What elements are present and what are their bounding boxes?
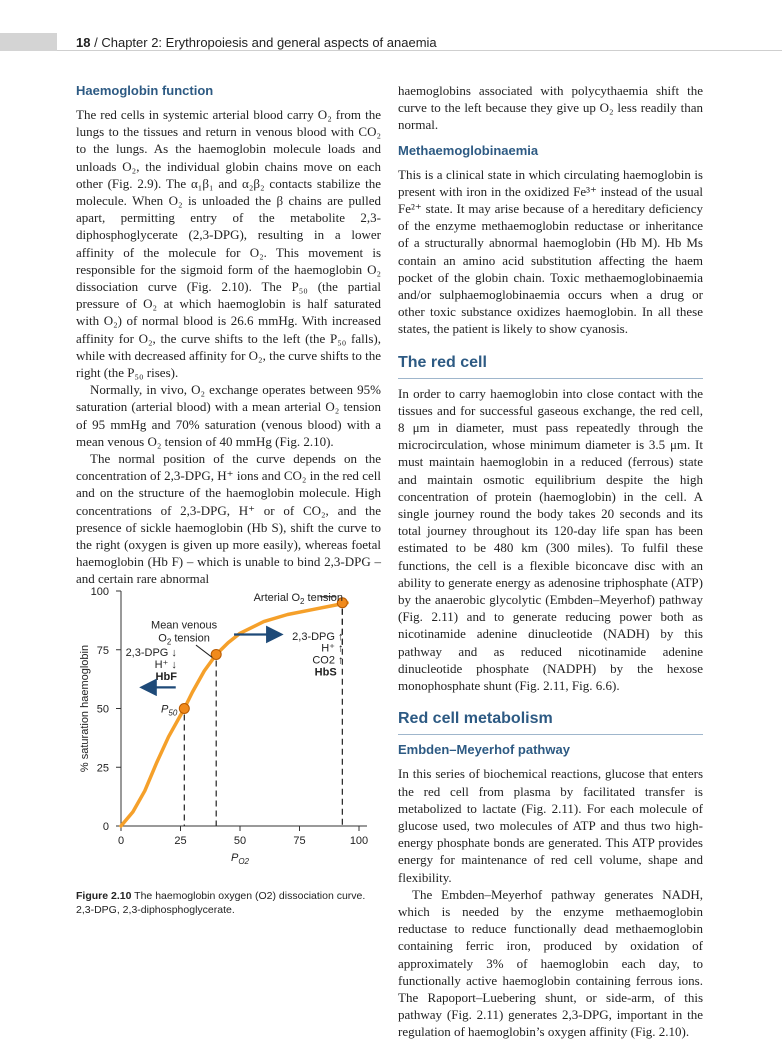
x-tick-label: 50 <box>233 835 247 847</box>
left-column <box>76 82 381 588</box>
x-tick-label: 75 <box>293 835 306 847</box>
embden-meyerhof-heading: Embden–Meyerhof pathway <box>398 742 570 758</box>
haemoglobin-function-heading: Haemoglobin function <box>76 83 214 98</box>
right-shift-factor-1: H⁺ ↑ <box>321 642 344 655</box>
header-rule <box>57 50 782 51</box>
p50-label: $P_{50}$ <box>161 703 178 718</box>
y-tick-label: 0 <box>102 821 109 833</box>
header-bar <box>0 33 57 51</box>
right-shift-label: HbS <box>314 666 337 679</box>
left-shift-factor-1: H⁺ ↓ <box>154 658 177 671</box>
left-shift-label: HbF <box>155 670 177 683</box>
y-tick-label: 75 <box>96 644 109 657</box>
red-cell-paragraph: In order to carry haemoglobin into close contact with the tissues and for successful gaseous exchange, the red cell, 8 μm in diameter, must pass repeatedly through the microcirculation, whose minimum diameter is 3.5 μm. It must maintain haemoglobin in a reduced (ferrous) state and maintain osmotic equilibrium despite the high concentration of protein (haemoglobin) in the cell. A single journey round the body takes 20 seconds and its total journey throughout its 120-day life span has been estimated to be 480 km (300 miles). To fulfil these functions, the cell is a flexible biconcave disc with an ability to generate energy as adenosine triphosphate (ATP) by the anaerobic glycolytic (Embden–Meyerhof) pathway (Fig. 2.11) and to generate reducing power both as nicotinamide adenine dinucleotide (NADH) by this pathway and as reduced nicotinamide adenine dinucleotide phosphate (NADPH) by the hexose monophosphate shunt (Fig. 2.11, Fig. 6.6). <box>398 385 703 694</box>
embden-meyerhof-paragraph-2: The Embden–Meyerhof pathway generates NADH, which is needed by the enzyme methaemoglobin reductase to reduce functionally dead methaemoglobin containing ferric iron, produced by oxidation of approximately 3% of haemoglobin each day, to functionally active haemoglobin containing ferrous ions. The Rapoport–Luebering shunt, or side-arm, of this pathway (Fig. 2.11) generates 2,3-DPG, important in the regulation of haemoglobin’s oxygen affinity (Fig. 2.10). <box>398 886 703 1040</box>
left-paragraph-2: Normally, in vivo, O₂ exchange operates between 95% saturation (arterial blood) with a mean arterial O₂ tension of 95 mmHg and 70% saturation (venous blood) with a mean venous O₂ tension of 40 mmHg (Fig. 2.10). <box>76 382 381 449</box>
x-axis-label: $P_{O2}$ <box>230 852 250 866</box>
right-shift-factor-2: CO2 ↑ <box>312 654 344 667</box>
figure-caption <box>76 889 382 917</box>
figure-caption-text: The haemoglobin oxygen (O2) dissociation curve. 2,3-DPG, 2,3-diphosphoglycerate. <box>76 890 366 916</box>
right-continuation: haemoglobins associated with polycythaemia shift the curve to the left because they give up O₂ less readily than normal. <box>398 83 703 133</box>
embden-meyerhof-paragraph-1: In this series of biochemical reactions, glucose that enters the red cell from plasma by facilitated transfer is metabolized to lactate (Fig. 2.11). For each molecule of glucose used, two molecules of ATP and thus two high-energy phosphate bonds are generated. This ATP provides energy for maintenance of red cell volume, shape and flexibility. <box>398 766 703 885</box>
right-shift-factor-0: 2,3-DPG ↑ <box>292 630 344 643</box>
running-head <box>76 35 437 50</box>
page-number: 18 <box>76 35 91 50</box>
figure-label: Figure 2.10 <box>76 890 132 902</box>
arterial-tension-label: Arterial $O_2$ tension <box>253 591 344 606</box>
y-tick-label: 100 <box>90 586 109 598</box>
right-column <box>398 82 703 1041</box>
y-tick-label: 25 <box>96 762 109 775</box>
left-paragraph-3: The normal position of the curve depends on the concentration of 2,3-DPG, H⁺ ions and CO₂ in the red cell and on the structure of the haemoglobin molecule. High concentrations of 2,3-DPG, H⁺ or of CO₂, and the presence of sickle haemoglobin (Hb S), shift the curve to the right (oxygen is given up more easily), whereas foetal haemoglobin (Hb F) – which is unable to bind 2,3-DPG – and certain rare abnormal <box>76 451 381 587</box>
left-paragraph-1: The red cells in systemic arterial blood carry O₂ from the lungs to the tissues and return in venous blood with CO₂ to the lungs. As the haemoglobin molecule loads and unloads O₂, the individual globin chains move on each other (Fig. 2.9). The α₁β₁ and α₂β₂ contacts stabilize the molecule. When O₂ is unloaded the β chains are pulled apart, permitting entry of the metabolite 2,3-diphosphoglycerate (2,3-DPG), resulting in a lower affinity of the molecule for O₂. This movement is responsible for the sigmoid form of the haemoglobin O₂ dissociation curve (Fig. 2.10). The P₅₀ (the partial pressure of O₂ at which haemoglobin is half saturated with O₂) of normal blood is 26.6 mmHg. With increased affinity for O₂, the curve shifts to the left (the P₅₀ falls), while with decreased affinity for O₂, the curve shifts to the right (the P₅₀ rises). <box>76 107 382 381</box>
venous-label-line1: Mean venous <box>151 619 218 632</box>
venous-leader <box>196 645 212 657</box>
y-axis-label: % saturation haemoglobin <box>79 644 91 773</box>
dissociation-curve-chart <box>76 584 386 876</box>
left-shift-factor-0: 2,3-DPG ↓ <box>125 647 177 660</box>
venous-label-line2: $O_2$ tension <box>158 632 210 647</box>
dissociation-curve-figure <box>76 584 386 881</box>
methaemoglobinaemia-heading: Methaemoglobinaemia <box>398 142 539 158</box>
curve-point-0 <box>179 704 189 714</box>
x-tick-label: 0 <box>117 835 125 847</box>
header-separator: / <box>94 35 98 50</box>
x-tick-label: 100 <box>349 835 369 847</box>
red-cell-metabolism-heading: Red cell metabolism <box>398 708 703 735</box>
curve-point-1 <box>211 649 221 659</box>
chapter-title: Chapter 2: Erythropoiesis and general aspects of anaemia <box>101 35 437 50</box>
x-tick-label: 25 <box>174 835 187 847</box>
methaemoglobinaemia-paragraph: This is a clinical state in which circulating haemoglobin is present with iron in the oxidized Fe³⁺ instead of the usual Fe²⁺ state. It may arise because of a hereditary deficiency of the enzyme methaemoglobin reductase or inheritance of a structurally abnormal haemoglobin (Hb M). Hb Ms contain an amino acid substitution affecting the haem pocket of the globin chain. Toxic methaemoglobinaemia and/or sulphaemoglobinaemia occurs when a drug or other toxic substance oxidizes haemoglobin. In all these states, the patient is likely to show cyanosis. <box>398 166 703 337</box>
red-cell-heading: The red cell <box>398 352 703 379</box>
y-tick-label: 50 <box>96 703 109 716</box>
